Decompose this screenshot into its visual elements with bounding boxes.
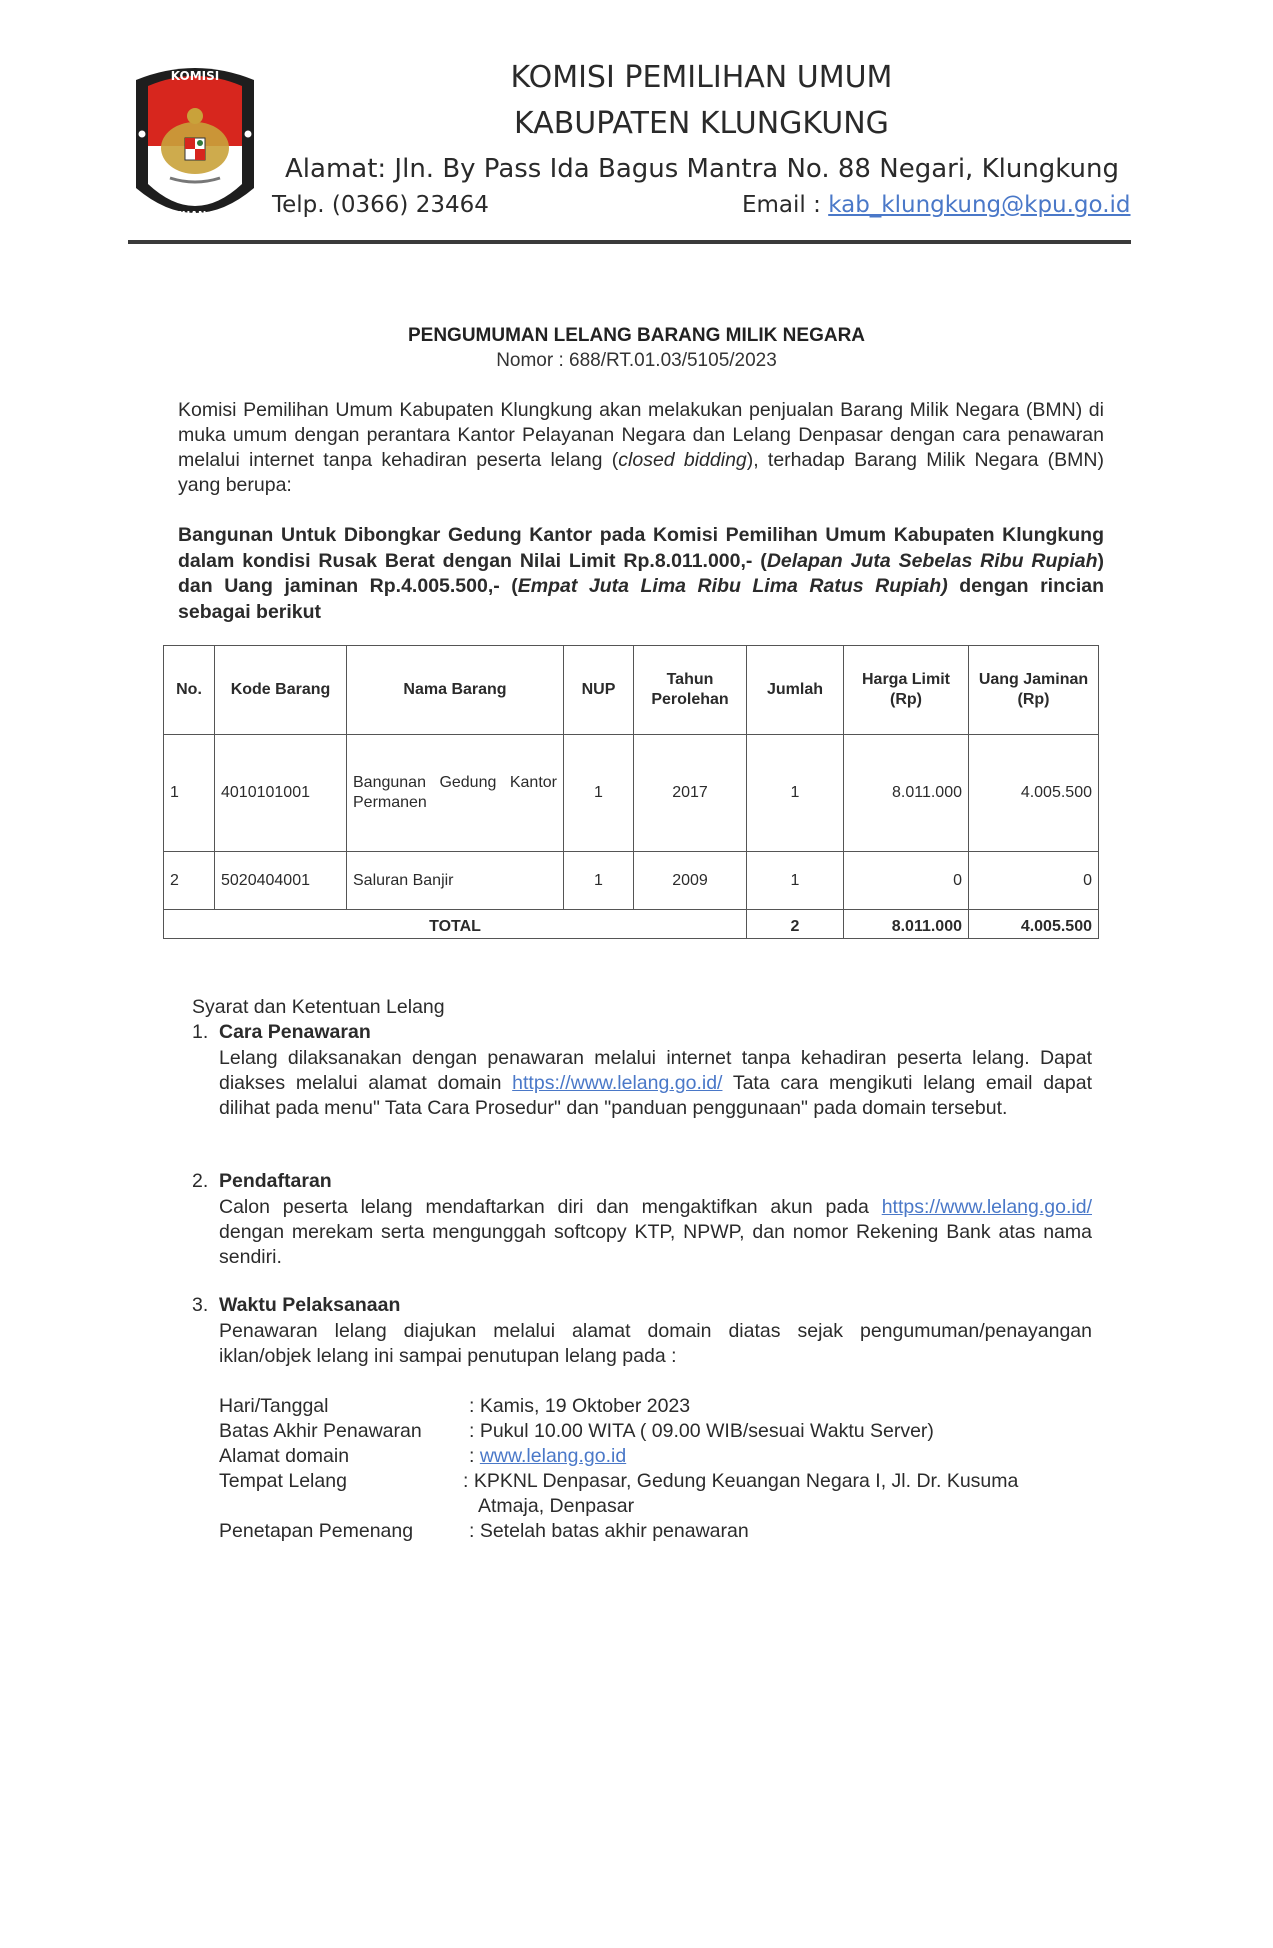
col-header-jaminan: Uang Jaminan (Rp) (969, 646, 1099, 735)
cell-jumlah: 1 (747, 735, 844, 852)
lelang-link[interactable]: https://www.lelang.go.id/ (512, 1072, 723, 1094)
table-row (164, 852, 1099, 910)
total-jumlah: 2 (747, 910, 844, 939)
total-jaminan: 4.005.500 (969, 910, 1099, 939)
col-header-nup: NUP (564, 646, 634, 735)
section-2-body: Calon peserta lelang mendaftarkan diri dan mengaktifkan akun pada https://www.lelang.go.id/ dengan merekam serta mengunggah softcopy KTP, NPWP, dan nomor Rekening Bank atas nama sendiri. (219, 1196, 1092, 1268)
total-harga: 8.011.000 (844, 910, 969, 939)
cell-no: 1 (164, 735, 215, 852)
org-phone: Telp. (0366) 23464 (272, 192, 489, 218)
table-row (164, 735, 1099, 852)
cell-nup: 1 (564, 852, 634, 910)
cell-jaminan: 0 (969, 852, 1099, 910)
org-name-line2: KABUPATEN KLUNGKUNG (514, 106, 889, 141)
table-header-row (164, 646, 1099, 735)
cell-nama: Bangunan Gedung Kantor Permanen (347, 735, 564, 852)
cell-harga: 0 (844, 852, 969, 910)
section-1-heading: 1. Cara Penawaran (192, 1021, 371, 1043)
cell-no: 2 (164, 852, 215, 910)
document-number: Nomor : 688/RT.01.03/5105/2023 (496, 350, 777, 371)
section-2-heading: 2. Pendaftaran (192, 1170, 332, 1192)
org-email (742, 192, 1131, 218)
col-header-harga: Harga Limit (Rp) (844, 646, 969, 735)
bmn-items-table (163, 645, 1099, 939)
cell-jaminan: 4.005.500 (969, 735, 1099, 852)
section-3-body: Penawaran lelang diajukan melalui alamat domain diatas sejak pengumuman/penayangan iklan/objek lelang ini sampai penutupan lelang pada : (219, 1320, 1092, 1367)
letterhead-divider (128, 240, 1131, 244)
svg-text:KOMISI: KOMISI (170, 69, 220, 83)
cell-kode: 4010101001 (215, 735, 347, 852)
org-name-line1: KOMISI PEMILIHAN UMUM (510, 60, 893, 95)
cell-nup: 1 (564, 735, 634, 852)
object-description: Bangunan Untuk Dibongkar Gedung Kantor pada Komisi Pemilihan Umum Kabupaten Klungkung dalam kondisi Rusak Berat dengan Nilai Limit Rp.8.011.000,- (Delapan Juta Sebelas Ribu Rupiah) dan Uang jaminan Rp.4.005.500,- (Empat Juta Lima Ribu Lima Ratus Rupiah) dengan rincian sebagai berikut (178, 524, 1105, 623)
col-header-kode: Kode Barang (215, 646, 347, 735)
table-total-row (164, 910, 1099, 939)
cell-tahun: 2009 (634, 852, 747, 910)
email-link[interactable]: kab_klungkung@kpu.go.id (828, 192, 1131, 218)
col-header-tahun: Tahun Perolehan (634, 646, 747, 735)
terms-heading: Syarat dan Ketentuan Lelang (192, 996, 445, 1018)
lelang-link[interactable]: https://www.lelang.go.id/ (881, 1196, 1092, 1218)
email-label: Email : (742, 192, 829, 218)
domain-link[interactable]: www.lelang.go.id (479, 1445, 627, 1467)
cell-kode: 5020404001 (215, 852, 347, 910)
org-address: Alamat: Jln. By Pass Ida Bagus Mantra No. 88 Negari, Klungkung (285, 154, 1120, 184)
cell-harga: 8.011.000 (844, 735, 969, 852)
cell-nama: Saluran Banjir (347, 852, 564, 910)
intro-paragraph: Komisi Pemilihan Umum Kabupaten Klungkung akan melakukan penjualan Barang Milik Negara (BMN) di muka umum dengan perantara Kantor Pelayanan Negara dan Lelang Denpasar dengan cara penawaran melalui internet tanpa kehadiran peserta lelang (closed bidding), terhadap Barang Milik Negara (BMN) yang berupa: (178, 399, 1104, 496)
section-3-heading: 3. Waktu Pelaksanaan (192, 1294, 401, 1316)
total-label: TOTAL (164, 910, 747, 939)
col-header-jumlah: Jumlah (747, 646, 844, 735)
svg-text:PEMILIHAN UMUM: PEMILIHAN UMUM (143, 210, 247, 221)
document-title: PENGUMUMAN LELANG BARANG MILIK NEGARA (407, 325, 866, 346)
col-header-no: No. (164, 646, 215, 735)
cell-tahun: 2017 (634, 735, 747, 852)
cell-jumlah: 1 (747, 852, 844, 910)
col-header-nama: Nama Barang (347, 646, 564, 735)
section-1-body: Lelang dilaksanakan dengan penawaran melalui internet tanpa kehadiran peserta lelang. Dapat diakses melalui alamat domain https://www.lelang.go.id/ Tata cara mengikuti lelang email dapat dilihat pada menu" Tata Cara Prosedur" dan "panduan penggunaan" pada domain tersebut. (219, 1047, 1092, 1119)
